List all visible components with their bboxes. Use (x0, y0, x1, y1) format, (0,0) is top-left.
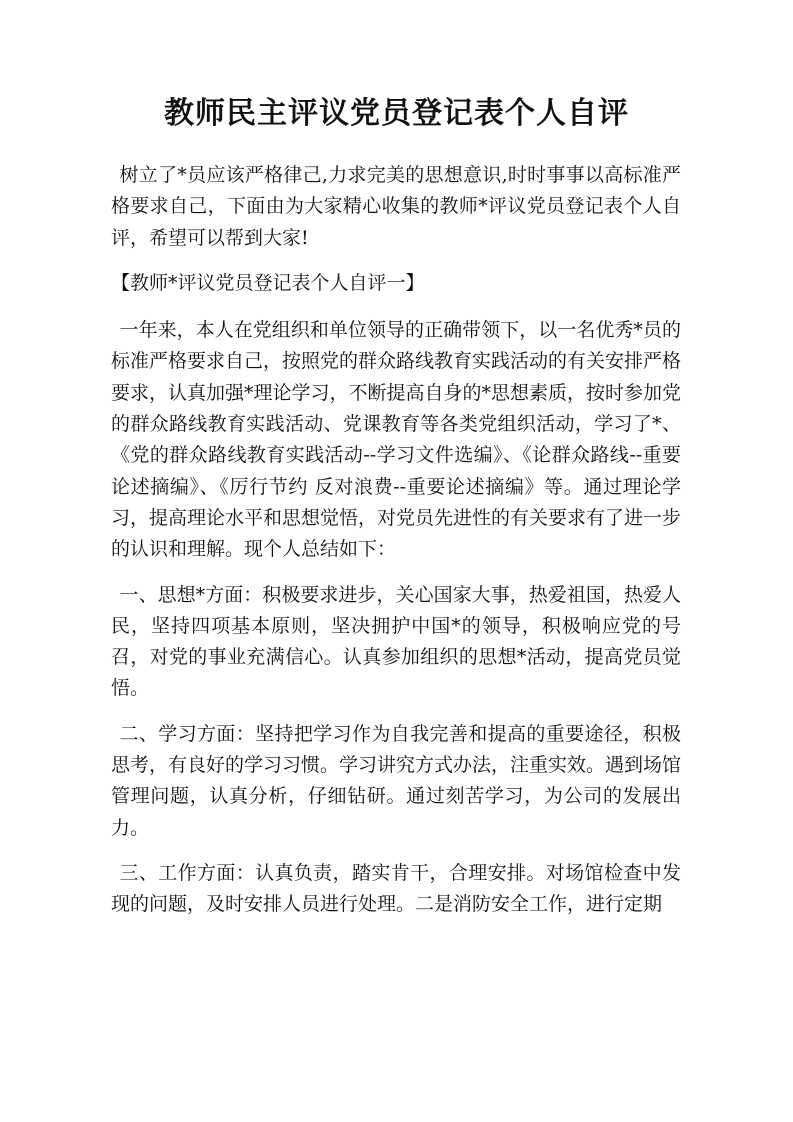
work-paragraph: 三、工作方面：认真负责，踏实肯干，合理安排。对场馆检查中发现的问题，及时安排人员进行处理。二是消防安全工作，进行定期 (111, 861, 681, 916)
document-title: 教师民主评议党员登记表个人自评 (164, 96, 629, 131)
summary-paragraph: 一年来，本人在党组织和单位领导的正确带领下，以一名优秀*员的标准严格要求自己，按照党的群众路线教育实践活动的有关安排严格要求，认真加强*理论学习，不断提高自身的*思想素质，按时参加党的群众路线教育实践活动、党课教育等各类党组织活动，学习了*、《党的群众路线教育实践活动--学习文件选编》、《论群众路线--重要论述摘编》、《厉行节约 反对浪费--重要论述摘编》等。通过理论学习，提高理论水平和思想觉悟，对党员先进性的有关要求有了进一步的认识和理解。现个人总结如下： (111, 319, 682, 561)
intro-paragraph: 树立了*员应该严格律己,力求完美的思想意识,时时事事以高标准严格要求自己，下面由为大家精心收集的教师*评议党员登记表个人自评，希望可以帮到大家! (111, 164, 681, 249)
study-paragraph: 二、学习方面：坚持把学习作为自我完善和提高的重要途径，积极思考，有良好的学习习惯。学习讲究方式办法，注重实效。遇到场馆管理问题，认真分析，仔细钻研。通过刻苦学习，为公司的发展出力。 (111, 722, 682, 839)
thought-paragraph: 一、思想*方面：积极要求进步，关心国家大事，热爱祖国，热爱人民，坚持四项基本原则，坚决拥护中国*的领导，积极响应党的号召，对党的事业充满信心。认真参加组织的思想*活动，提高党员觉悟。 (111, 583, 681, 700)
section-heading: 【教师*评议党员登记表个人自评一】 (111, 271, 425, 294)
document-body (111, 160, 681, 935)
